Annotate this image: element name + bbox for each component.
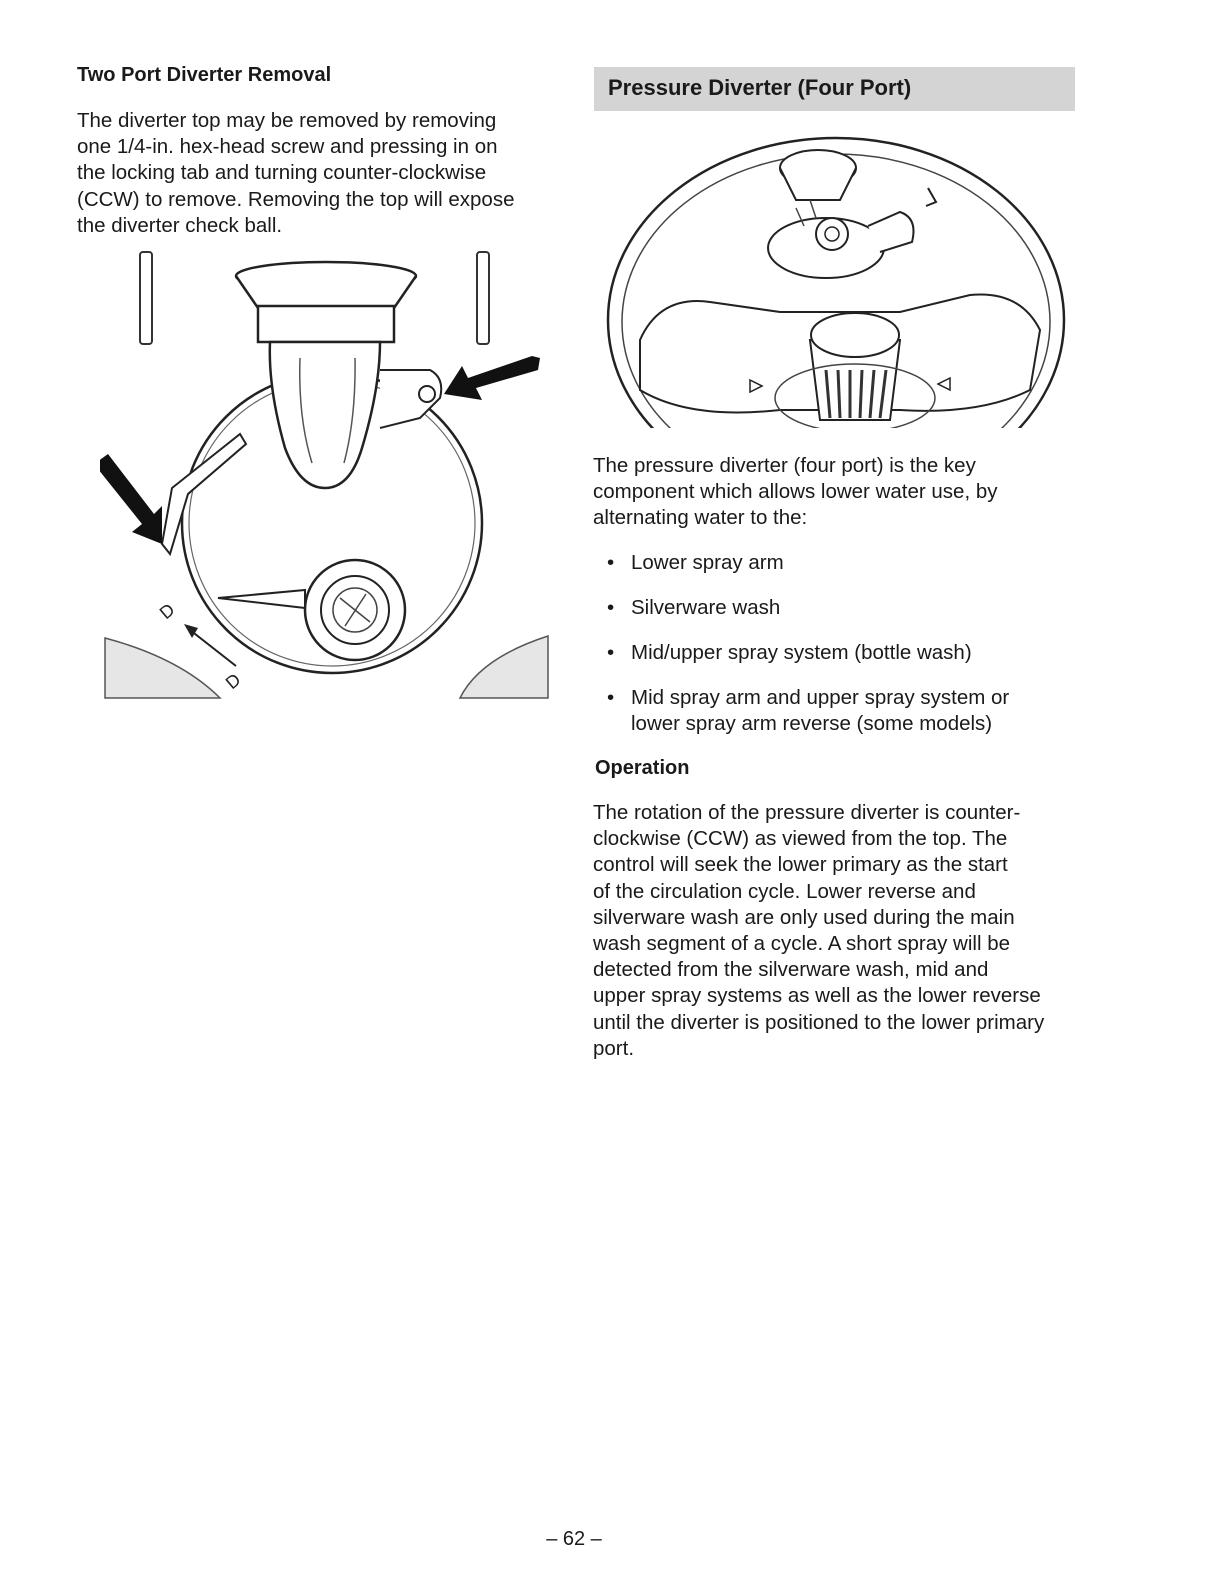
operation-heading: Operation [595, 757, 690, 779]
svg-text:D: D [155, 599, 179, 624]
two-port-diverter-illustration [100, 248, 552, 700]
bullet-text: Mid/upper spray system (bottle wash) [631, 641, 972, 664]
bullet-text: Mid spray arm and upper spray system or lower spray arm reverse (some models) [631, 686, 1010, 735]
bullet-icon: • [607, 686, 615, 709]
page-number: – 62 – [546, 1528, 602, 1550]
list-item [595, 550, 1075, 576]
bullet-icon: • [607, 596, 615, 619]
operation-paragraph: The rotation of the pressure diverter is counter- clockwise (CCW) as viewed from the top. The control will seek the lower primary as the start of the circulation cycle. Lower reverse and silverware wash are only used during the main wash segment of a cycle. A short spray will be detected from the silverware wash, mid and upper spray systems as well as the lower reverse until the diverter is positioned to the lower primary port. [593, 801, 1045, 1060]
bullet-icon: • [607, 551, 615, 574]
svg-text:D: D [221, 669, 245, 694]
list-item [595, 640, 1075, 666]
pressure-diverter-intro: The pressure diverter (four port) is the key component which allows lower water use, by alternating water to the: [593, 454, 998, 530]
bullet-text: Lower spray arm [631, 551, 784, 574]
bullet-text: Silverware wash [631, 596, 781, 619]
diverter-port-list [595, 550, 1075, 756]
four-port-diverter-illustration [600, 130, 1070, 430]
bullet-icon: • [607, 641, 615, 664]
two-port-paragraph: The diverter top may be removed by removing one 1/4-in. hex-head screw and pressing in on the locking tab and turning counter-clockwise (CCW) to remove. Removing the top will expose the diverter check ball. [77, 109, 515, 237]
pressure-diverter-section-bar [594, 67, 1075, 111]
list-item [595, 685, 1075, 737]
pressure-diverter-title: Pressure Diverter (Four Port) [608, 75, 912, 100]
two-port-heading: Two Port Diverter Removal [77, 64, 332, 86]
list-item [595, 595, 1075, 621]
